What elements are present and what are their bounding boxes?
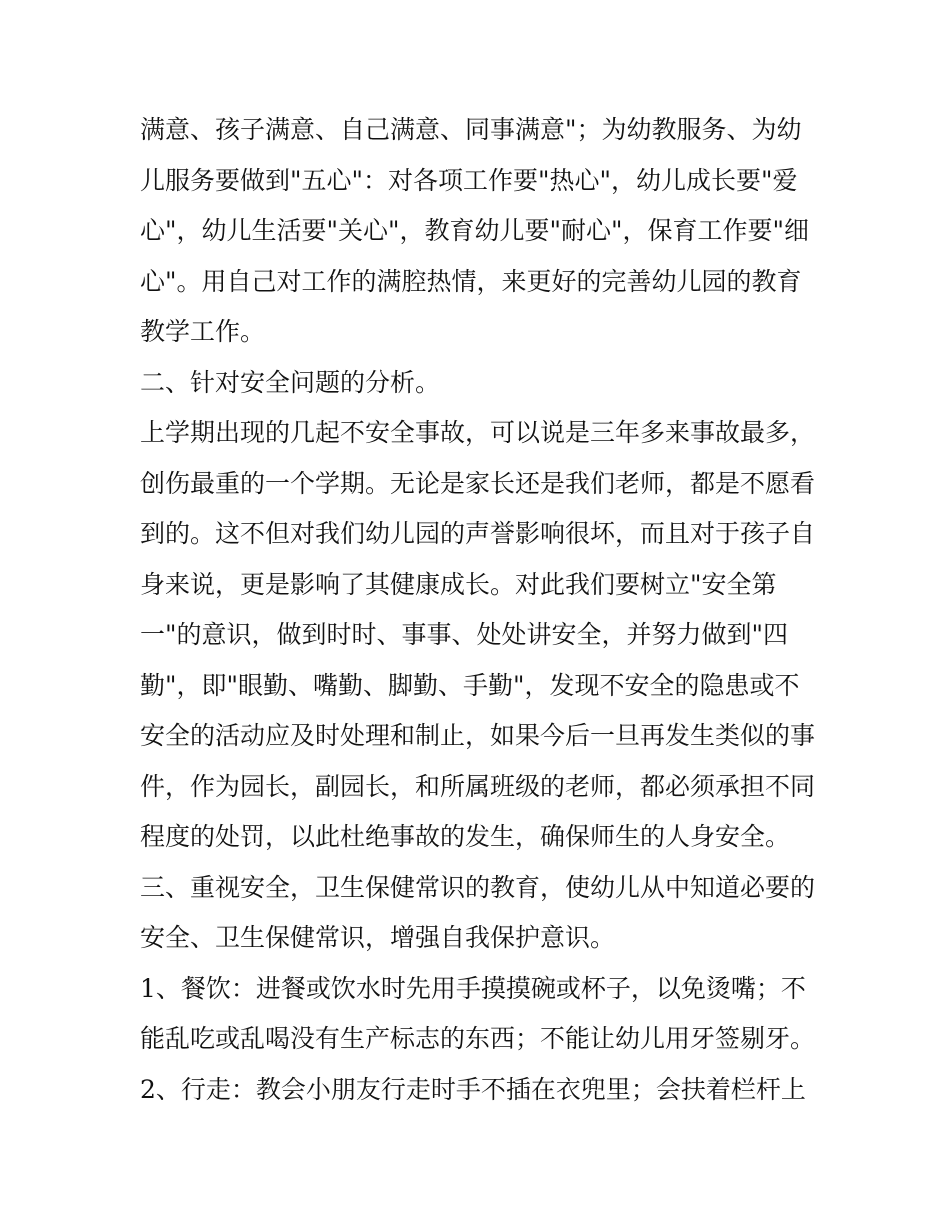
text-line: 满意、孩子满意、自己满意、同事满意"；为幼教服务、为幼 bbox=[140, 115, 802, 144]
text-line: 安全、卫生保健常识，增强自我保护意识。 bbox=[140, 923, 616, 952]
section-heading: 三、重视安全，卫生保健常识的教育，使幼儿从中知道必要的 bbox=[140, 873, 816, 902]
text-line: 身来说，更是影响了其健康成长。对此我们要树立"安全第 bbox=[140, 570, 777, 599]
list-item: 1、餐饮：进餐或饮水时先用手摸摸碗或杯子，以免烫嘴；不 bbox=[140, 974, 806, 1003]
text-line: 件，作为园长，副园长，和所属班级的老师，都必须承担不同 bbox=[140, 772, 816, 801]
text-line: 能乱吃或乱喝没有生产标志的东西；不能让幼儿用牙签剔牙。 bbox=[140, 1024, 816, 1053]
text-line: 心"，幼儿生活要"关心"，教育幼儿要"耐心"，保育工作要"细 bbox=[140, 216, 809, 245]
text-line: 创伤最重的一个学期。无论是家长还是我们老师，都是不愿看 bbox=[140, 469, 816, 498]
text-line: 勤"，即"眼勤、嘴勤、脚勤、手勤"，发现不安全的隐患或不 bbox=[140, 671, 800, 700]
section-heading: 二、针对安全问题的分析。 bbox=[140, 368, 441, 397]
text-line: 教学工作。 bbox=[140, 317, 266, 346]
text-line: 程度的处罚，以此杜绝事故的发生，确保师生的人身安全。 bbox=[140, 822, 791, 851]
text-line: 上学期出现的几起不安全事故，可以说是三年多来事故最多， bbox=[140, 418, 816, 447]
text-line: 到的。这不但对我们幼儿园的声誉影响很坏，而且对于孩子自 bbox=[140, 519, 816, 548]
text-line: 一"的意识，做到时时、事事、处处讲安全，并努力做到"四 bbox=[140, 620, 789, 649]
list-item: 2、行走：教会小朋友行走时手不插在衣兜里；会扶着栏杆上 bbox=[140, 1075, 806, 1104]
text-line: 安全的活动应及时处理和制止，如果今后一旦再发生类似的事 bbox=[140, 721, 816, 750]
text-line: 心"。用自己对工作的满腔热情，来更好的完善幼儿园的教育 bbox=[140, 267, 802, 296]
text-line: 儿服务要做到"五心"：对各项工作要"热心"，幼儿成长要"爱 bbox=[140, 166, 798, 195]
